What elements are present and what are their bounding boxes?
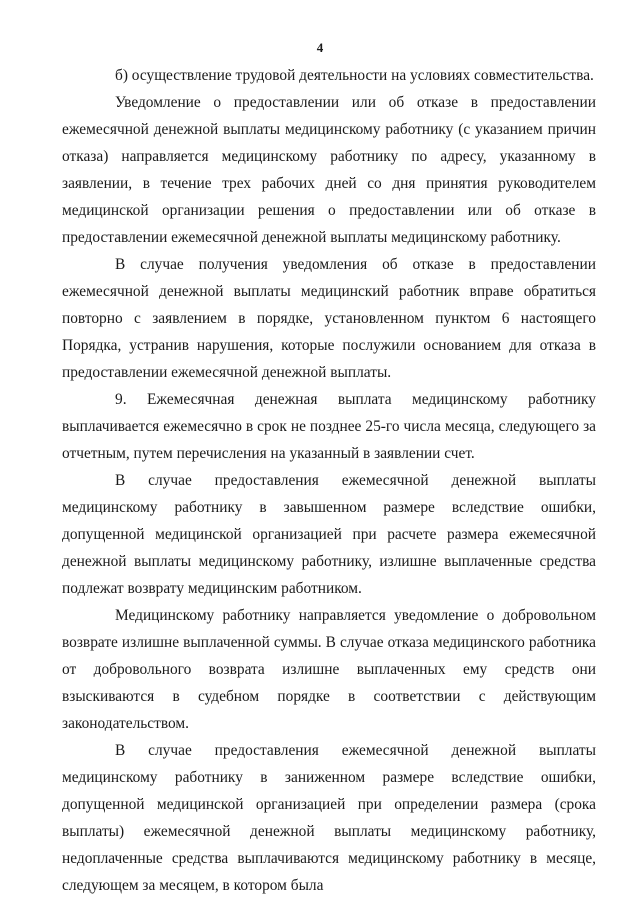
- paragraph-refusal-resubmission: В случае получения уведомления об отказе в предоставлении ежемесячной денежной выплаты медицинский работник вправе обратиться повторно с заявлением в порядке, установленном пунктом 6 настоящего Порядка, устранив нарушения, которые послужили основанием для отказа в предоставлении ежемесячной денежной выплаты.: [62, 256, 596, 381]
- paragraph-underpayment: В случае предоставления ежемесячной денежной выплаты медицинскому работнику в заниженном размере вследствие ошибки, допущенной медицинской организацией при определении размера (срока выплаты) ежемесячной денежной выплаты медицинскому работнику, недоплаченные средства выплачиваются медицинскому работнику в месяце, следующем за месяцем, в котором была: [62, 742, 596, 894]
- paragraph-voluntary-return: Медицинскому работнику направляется уведомление о добровольном возврате излишне выплаченной суммы. В случае отказа медицинского работника от добровольного возврата излишне выплаченных ему средств они взыскиваются в судебном порядке в соответствии с действующим законодательством.: [62, 607, 596, 732]
- document-body: [62, 62, 596, 899]
- paragraph-notification-decision: Уведомление о предоставлении или об отказе в предоставлении ежемесячной денежной выплаты медицинскому работнику (с указанием причин отказа) направляется медицинскому работнику по адресу, указанному в заявлении, в течение трех рабочих дней со дня принятия руководителем медицинской организации решения о предоставлении или об отказе в предоставлении ежемесячной денежной выплаты медицинскому работнику.: [62, 94, 596, 246]
- paragraph-item-9-payment-terms: 9. Ежемесячная денежная выплата медицинскому работнику выплачивается ежемесячно в срок не позднее 25-го числа месяца, следующего за отчетным, путем перечисления на указанный в заявлении счет.: [62, 391, 596, 462]
- paragraph-overpayment-refund: В случае предоставления ежемесячной денежной выплаты медицинскому работнику в завышенном размере вследствие ошибки, допущенной медицинской организацией при расчете размера ежемесячной денежной выплаты медицинскому работнику, излишне выплаченные средства подлежат возврату медицинским работником.: [62, 472, 596, 597]
- paragraph-part-time-work: б) осуществление трудовой деятельности на условиях совместительства.: [115, 67, 594, 84]
- page-number: 4: [316, 40, 324, 55]
